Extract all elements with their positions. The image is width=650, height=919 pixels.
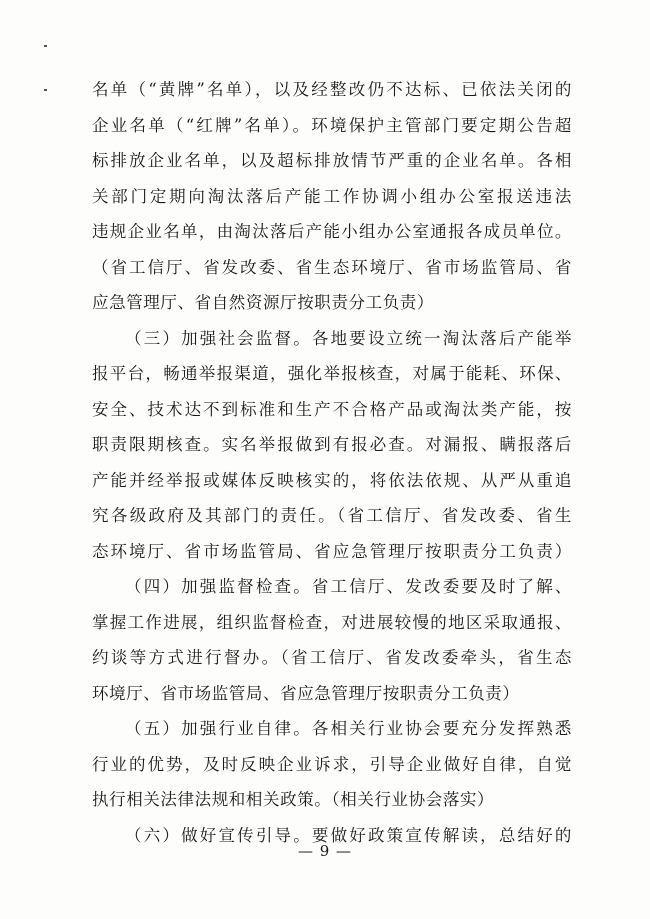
text-line: 执行相关法律法规和相关政策。（相关行业协会落实） xyxy=(92,790,495,809)
text-line: 产能并经举报或媒体反映核实的，将依法依规、从严从重追 xyxy=(92,470,572,490)
body-text xyxy=(92,72,572,853)
text-line: 态环境厅、省市场监管局、省应急管理厅按职责分工负责） xyxy=(92,541,572,561)
page-number: — 9 — xyxy=(297,842,353,860)
text-line: 名单（“黄牌”名单），以及经整改仍不达标、已依法关闭的 xyxy=(92,80,572,99)
margin-mark xyxy=(44,45,47,47)
text-line: （省工信厅、省发改委、省生态环境厅、省市场监管局、省 xyxy=(92,257,572,277)
text-line: 应急管理厅、省自然资源厅按职责分工负责） xyxy=(92,293,434,312)
text-line: 究各级政府及其部门的责任。（省工信厅、省发改委、省生 xyxy=(92,506,572,525)
text-line: 行业的优势，及时反映企业诉求，引导企业做好自律，自觉 xyxy=(92,754,572,774)
text-line: 安全、技术达不到标准和生产不合格产品或淘汰类产能，按 xyxy=(92,399,572,419)
text-line: 掌握工作进展，组织监督检查，对进展较慢的地区采取通报、 xyxy=(92,612,572,632)
text-line: 标排放企业名单，以及超标排放情节严重的企业名单。各相 xyxy=(92,151,572,170)
text-line: 环境厅、省市场监管局、省应急管理厅按职责分工负责） xyxy=(92,683,520,703)
text-line: 违规企业名单，由淘汰落后产能小组办公室通报各成员单位。 xyxy=(92,222,572,241)
text-line: （六）做好宣传引导。要做好政策宣传解读，总结好的 xyxy=(125,825,572,845)
text-line: 约谈等方式进行督办。（省工信厅、省发改委牵头，省生态 xyxy=(92,648,572,667)
text-line: （五）加强行业自律。各相关行业协会要充分发挥熟悉 xyxy=(125,719,572,738)
text-line: 关部门定期向淘汰落后产能工作协调小组办公室报送违法 xyxy=(92,186,572,206)
margin-mark xyxy=(44,89,47,91)
text-line: （四）加强监督检查。省工信厅、发改委要及时了解、 xyxy=(125,577,572,596)
text-line: （三）加强社会监督。各地要设立统一淘汰落后产能举 xyxy=(125,328,572,348)
text-line: 企业名单（“红牌”名单）。环境保护主管部门要定期公告超 xyxy=(92,115,572,135)
text-line: 职责限期核查。实名举报做到有报必查。对漏报、瞒报落后 xyxy=(92,435,572,454)
text-line: 报平台，畅通举报渠道，强化举报核查，对属于能耗、环保、 xyxy=(92,364,572,383)
